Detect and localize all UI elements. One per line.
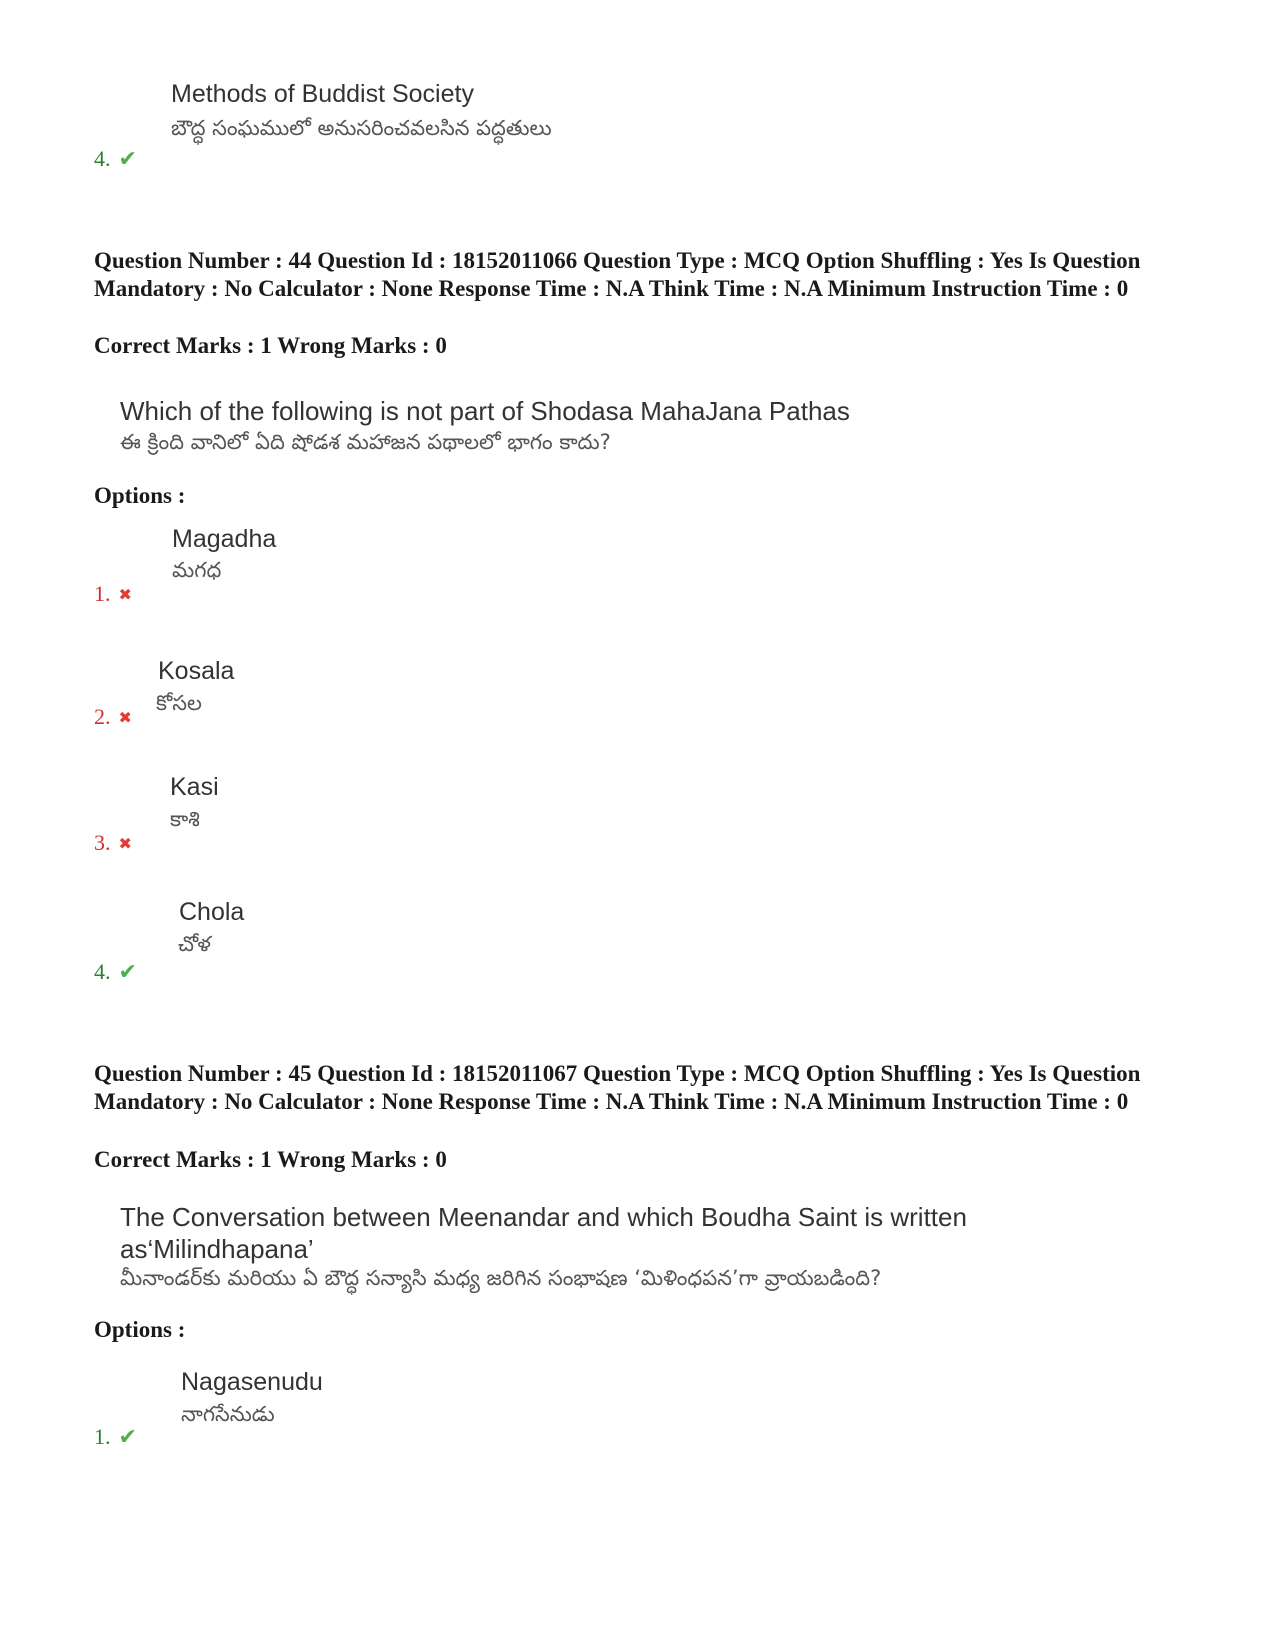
q44-option-4-number: 4. ✔ — [94, 959, 137, 985]
q45-option-1-telugu: నాగసేనుడు — [181, 1402, 275, 1426]
q45-option-1-english: Nagasenudu — [181, 1368, 323, 1396]
q44-option-1-telugu: మగధ — [172, 558, 222, 582]
q44-option-4-english: Chola — [179, 898, 245, 926]
wrong-cross-icon: ✖ — [118, 834, 132, 853]
prev-option-4-number: 4. ✔ — [94, 146, 137, 172]
correct-check-icon: ✔ — [118, 147, 137, 172]
q44-option-3-telugu: కాశి — [170, 807, 200, 831]
q44-meta: Question Number : 44 Question Id : 18152011066 Question Type : MCQ Option Shuffling : Yes Is Question Mandatory : No Calculator : None Response Time : N.A Think Time : N.A Minimum Instruction Time : 0 — [94, 248, 1141, 301]
q44-option-2-number: 2. ✖ — [94, 704, 132, 729]
q44-options-label: Options : — [94, 483, 186, 508]
correct-check-icon: ✔ — [118, 1425, 137, 1450]
q45-meta: Question Number : 45 Question Id : 18152011067 Question Type : MCQ Option Shuffling : Yes Is Question Mandatory : No Calculator : None Response Time : N.A Think Time : N.A Minimum Instruction Time : 0 — [94, 1061, 1141, 1114]
q45-options-label: Options : — [94, 1317, 186, 1342]
q44-option-4-telugu: చోళ — [178, 932, 211, 956]
q44-option-3-number: 3. ✖ — [94, 830, 132, 855]
q44-option-1-number: 1. ✖ — [94, 581, 132, 606]
wrong-cross-icon: ✖ — [118, 585, 132, 604]
q45-question-telugu: మీనాండర్‌కు మరియు ఏ బౌద్ధ సన్యాసి మధ్య జరిగిన సంభాషణ ‘మిళింధపన’గా వ్రాయబడింది? — [120, 1266, 882, 1290]
q45-option-1-number: 1. ✔ — [94, 1424, 137, 1450]
wrong-cross-icon: ✖ — [118, 708, 132, 727]
q45-marks: Correct Marks : 1 Wrong Marks : 0 — [94, 1147, 447, 1172]
q44-option-2-english: Kosala — [158, 657, 235, 685]
prev-option-4-telugu: బౌద్ధ సంఘములో అనుసరించవలసిన పద్ధతులు — [171, 116, 552, 140]
q44-option-1-english: Magadha — [172, 525, 277, 553]
q44-question-english: Which of the following is not part of Shodasa MahaJana Pathas — [120, 396, 850, 426]
q45-question-english: The Conversation between Meenandar and which Boudha Saint is written as‘Milindhapana’ — [120, 1202, 967, 1264]
q44-question-telugu: ఈ క్రింది వానిలో ఏది షోడశ మహాజన పథాలలో భాగం కాదు? — [120, 430, 611, 454]
q44-option-3-english: Kasi — [170, 773, 219, 801]
q44-option-2-telugu: కోసల — [156, 691, 202, 715]
prev-option-4-english: Methods of Buddist Society — [171, 80, 474, 108]
q44-marks: Correct Marks : 1 Wrong Marks : 0 — [94, 333, 447, 358]
correct-check-icon: ✔ — [118, 960, 137, 985]
